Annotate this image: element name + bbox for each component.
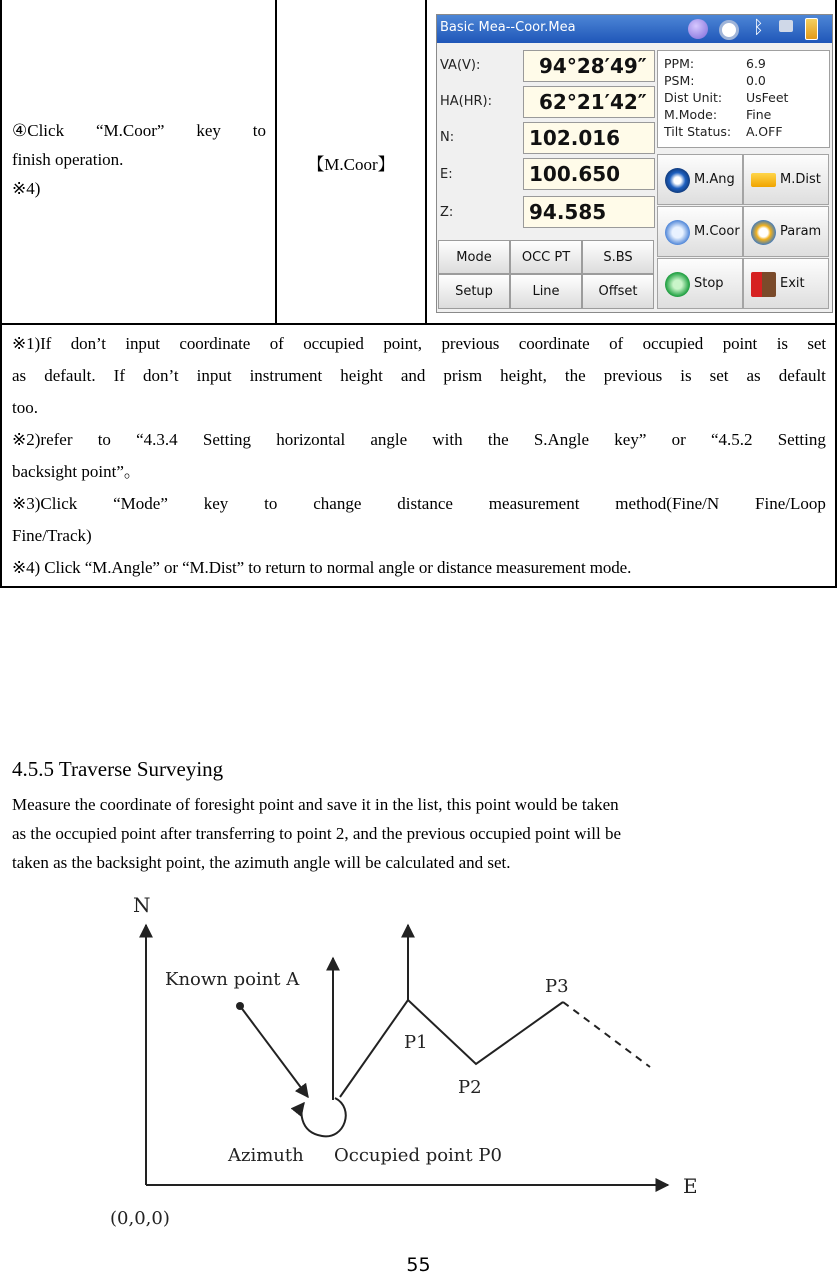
paragraph-line-1: Measure the coordinate of foresight point and save it in the list, this point would be taken xyxy=(12,795,619,814)
occupied-point-label: Occupied point P0 xyxy=(334,1145,502,1166)
note-2-line-2: backsight point”。 xyxy=(12,462,141,481)
n-label: N: xyxy=(440,130,455,145)
m-dist-button[interactable]: M.Dist xyxy=(743,154,829,205)
ha-label: HA(HR): xyxy=(440,94,492,109)
paragraph-line-3: taken as the backsight point, the azimuth angle will be calculated and set. xyxy=(12,853,511,872)
known-point-label: Known point A xyxy=(165,969,300,990)
note-1-line-3: too. xyxy=(12,398,38,417)
psm-label: PSM: xyxy=(664,73,695,88)
section-heading: 4.5.5 Traverse Surveying xyxy=(12,757,224,781)
ha-value: 62°21′42″ xyxy=(523,86,655,118)
stop-icon xyxy=(665,272,690,297)
va-label: VA(V): xyxy=(440,58,481,73)
step-line-2: finish operation. xyxy=(12,150,124,169)
exit-button[interactable]: Exit xyxy=(743,258,829,309)
step-instruction xyxy=(12,116,266,203)
azimuth-arc xyxy=(302,1098,346,1136)
gear-icon[interactable] xyxy=(719,20,739,40)
p2-label: P2 xyxy=(458,1077,482,1098)
paragraph-line-2: as the occupied point after transferring to point 2, and the previous occupied point will be xyxy=(12,824,621,843)
traverse-continuation xyxy=(563,1002,650,1067)
key-label: 【M.Coor】 xyxy=(307,154,395,174)
setup-button[interactable]: Setup xyxy=(438,274,510,309)
ppm-value: 6.9 xyxy=(746,56,766,71)
gears-icon xyxy=(751,220,776,245)
note-2-line-1: ※2)refer to “4.3.4 Setting horizontal angle with the S.Angle key” or “4.5.2 Setting xyxy=(12,430,826,449)
note-1-line-2: as default. If don’t input instrument height and prism height, the previous is set as default xyxy=(12,366,826,385)
z-label: Z: xyxy=(440,205,454,220)
m-coor-button[interactable]: M.Coor xyxy=(657,206,743,257)
note-3-line-1: ※3)Click “Mode” key to change distance measurement method(Fine/N Fine/Loop xyxy=(12,494,826,513)
tilt-status-value: A.OFF xyxy=(746,124,783,139)
backsight-line xyxy=(240,1006,308,1097)
e-axis-label: E xyxy=(683,1174,698,1198)
battery-icon xyxy=(805,18,818,40)
window-title: Basic Mea--Coor.Mea xyxy=(440,20,576,35)
m-ang-button[interactable]: M.Ang xyxy=(657,154,743,205)
bluetooth-icon[interactable]: ᛒ xyxy=(753,17,764,38)
va-value: 94°28′49″ xyxy=(523,50,655,82)
stop-button[interactable]: Stop xyxy=(657,258,743,309)
instruction-table xyxy=(0,0,837,588)
occ-pt-button[interactable]: OCC PT xyxy=(510,240,582,274)
exit-door-icon xyxy=(751,272,776,297)
line-button[interactable]: Line xyxy=(510,274,582,309)
param-button[interactable]: Param xyxy=(743,206,829,257)
z-value: 94.585 xyxy=(523,196,655,228)
offset-button[interactable]: Offset xyxy=(582,274,654,309)
notes xyxy=(12,328,826,584)
note-3-line-2: Fine/Track) xyxy=(12,526,92,545)
status-info-panel xyxy=(657,50,830,148)
tilt-status-label: Tilt Status: xyxy=(664,124,732,139)
m-mode-label: M.Mode: xyxy=(664,107,718,122)
section-paragraph xyxy=(12,790,812,877)
step-line-1: ④Click “M.Coor” key to xyxy=(12,121,266,140)
settings-globe-icon[interactable] xyxy=(688,19,708,39)
azimuth-label: Azimuth xyxy=(228,1145,304,1166)
e-value: 100.650 xyxy=(523,158,655,190)
ruler-icon xyxy=(751,173,776,187)
page-number: 55 xyxy=(406,1254,431,1276)
title-bar xyxy=(437,15,832,43)
compass-icon xyxy=(665,220,690,245)
mode-button[interactable]: Mode xyxy=(438,240,510,274)
traverse-diagram xyxy=(0,880,837,1240)
note-4-line-1: ※4) Click “M.Angle” or “M.Dist” to return to normal angle or distance measurement mode. xyxy=(12,558,632,577)
origin-label: (0,0,0) xyxy=(110,1208,170,1229)
n-value: 102.016 xyxy=(523,122,655,154)
p1-label: P1 xyxy=(404,1032,428,1053)
traverse-line xyxy=(340,1000,563,1097)
e-label: E: xyxy=(440,167,453,182)
usb-plug-icon[interactable] xyxy=(779,20,793,32)
dist-unit-value: UsFeet xyxy=(746,90,789,105)
eye-icon xyxy=(665,168,690,193)
p3-label: P3 xyxy=(545,976,569,997)
ppm-label: PPM: xyxy=(664,56,695,71)
dist-unit-label: Dist Unit: xyxy=(664,90,723,105)
s-bs-button[interactable]: S.BS xyxy=(582,240,654,274)
note-1-line-1: ※1)If don’t input coordinate of occupied point, previous coordinate of occupied point is set xyxy=(12,334,826,353)
step-note-ref: ※4) xyxy=(12,179,41,198)
device-screen xyxy=(436,14,833,313)
n-axis-label: N xyxy=(133,893,151,917)
psm-value: 0.0 xyxy=(746,73,766,88)
m-mode-value: Fine xyxy=(746,107,772,122)
